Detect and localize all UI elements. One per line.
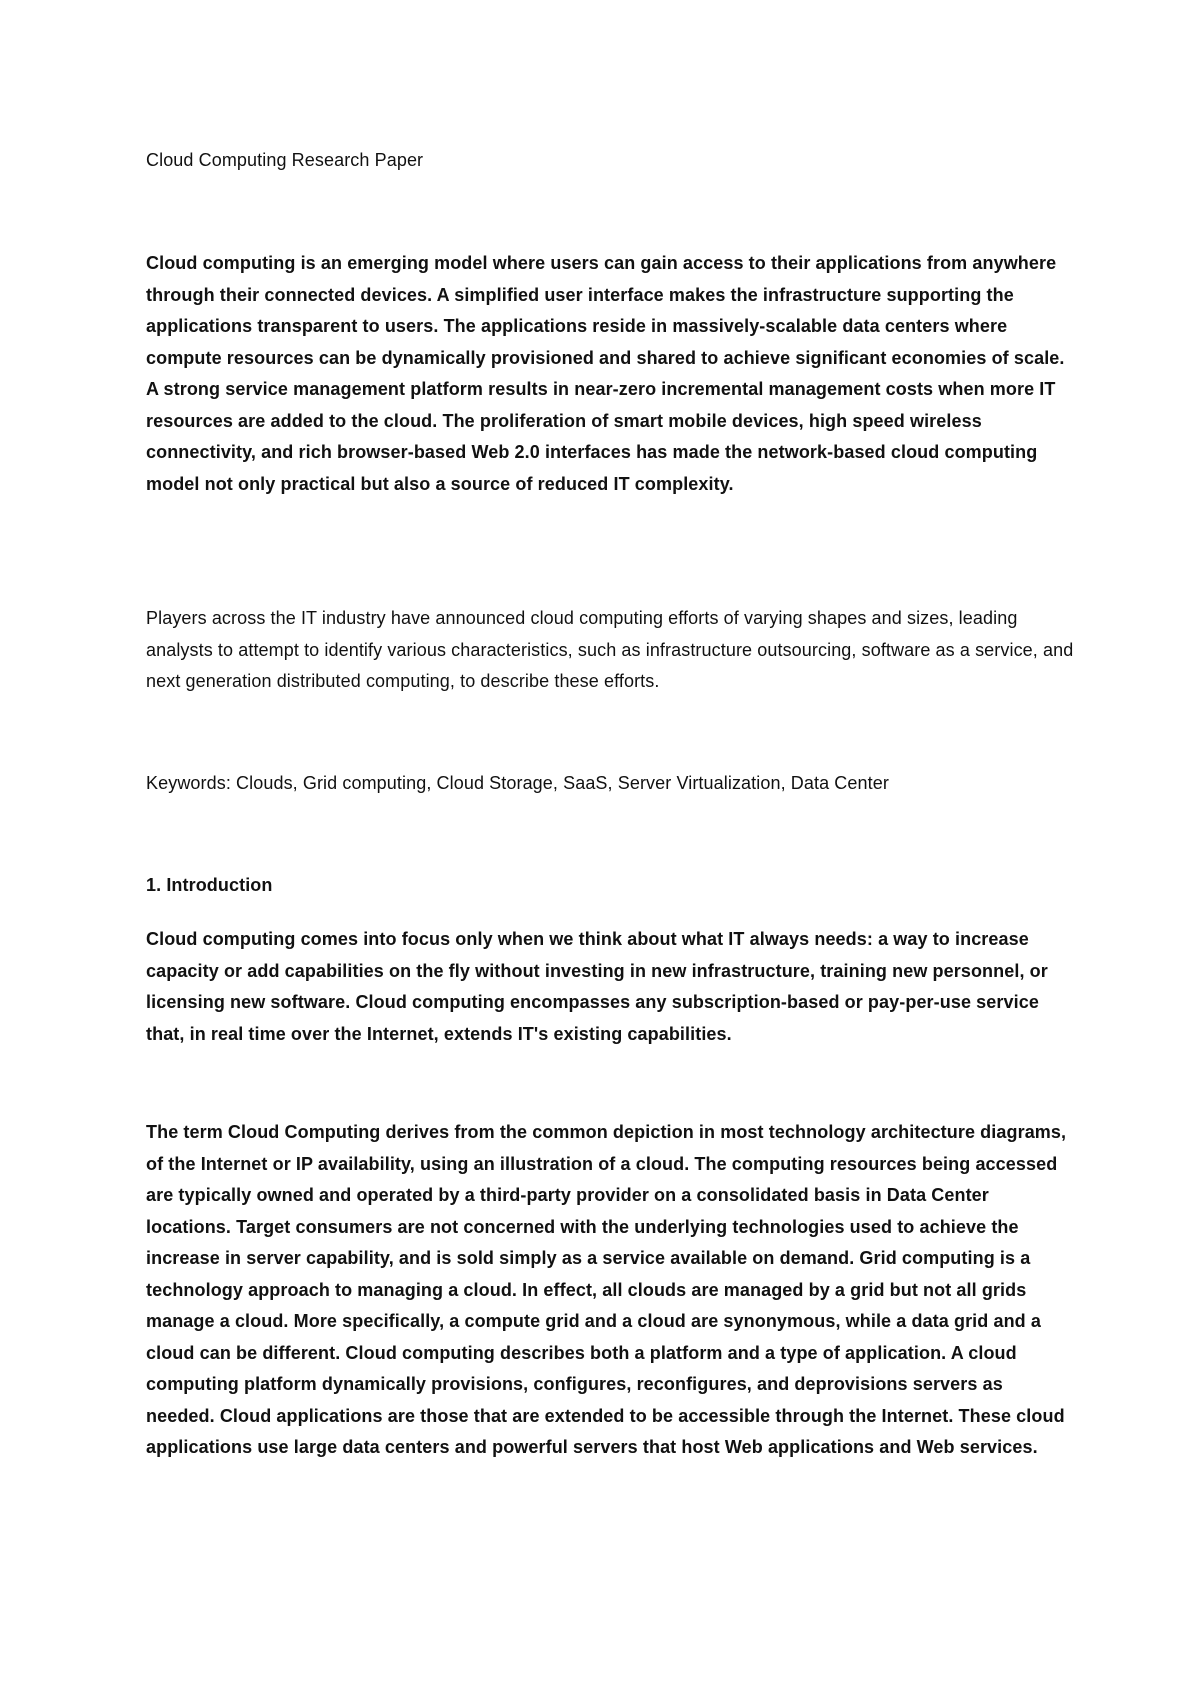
term-definition-paragraph: The term Cloud Computing derives from the common depiction in most technology architecture diagrams, of the Internet or IP availability, using an illustration of a cloud. The computing resources being accessed are typically owned and operated by a third-party provider on a consolidated basis in Data Center locations. Target consumers are not concerned with the underlying technologies used to achieve the increase in server capability, and is sold simply as a service available on demand. Grid computing is a technology approach to managing a cloud. In effect, all clouds are managed by a grid but not all grids manage a cloud. More specifically, a compute grid and a cloud are synonymous, while a data grid and a cloud can be different. Cloud computing describes both a platform and a type of application. A cloud computing platform dynamically provisions, configures, reconfigures, and deprovisions servers as needed. Cloud applications are those that are extended to be accessible through the Internet. These cloud applications use large data centers and powerful servers that host Web applications and Web services. bbox=[146, 1122, 1067, 1457]
industry-paragraph: Players across the IT industry have announced cloud computing efforts of varying shapes and sizes, leading analysts to attempt to identify various characteristics, such as infrastructure outsourcing, software as a service, and next generation distributed computing, to describe these efforts. bbox=[146, 608, 1074, 691]
introduction-paragraph: Cloud computing comes into focus only when we think about what IT always needs: a way to increase capacity or add capabilities on the fly without investing in new infrastructure, training new personnel, or licensing new software. Cloud computing encompasses any subscription-based or pay-per-use service that, in real time over the Internet, extends IT's existing capabilities. bbox=[146, 929, 1048, 1044]
keywords-line: Keywords: Clouds, Grid computing, Cloud Storage, SaaS, Server Virtualization, Data Center bbox=[146, 773, 889, 793]
section-heading-introduction: 1. Introduction bbox=[146, 875, 273, 895]
abstract-paragraph: Cloud computing is an emerging model where users can gain access to their applications from anywhere through their connected devices. A simplified user interface makes the infrastructure supporting the applications transparent to users. The applications reside in massively-scalable data centers where compute resources can be dynamically provisioned and shared to achieve significant economies of scale. A strong service management platform results in near-zero incremental management costs when more IT resources are added to the cloud. The proliferation of smart mobile devices, high speed wireless connectivity, and rich browser-based Web 2.0 interfaces has made the network-based cloud computing model not only practical but also a source of reduced IT complexity. bbox=[146, 253, 1065, 494]
document-title: Cloud Computing Research Paper bbox=[146, 150, 424, 170]
